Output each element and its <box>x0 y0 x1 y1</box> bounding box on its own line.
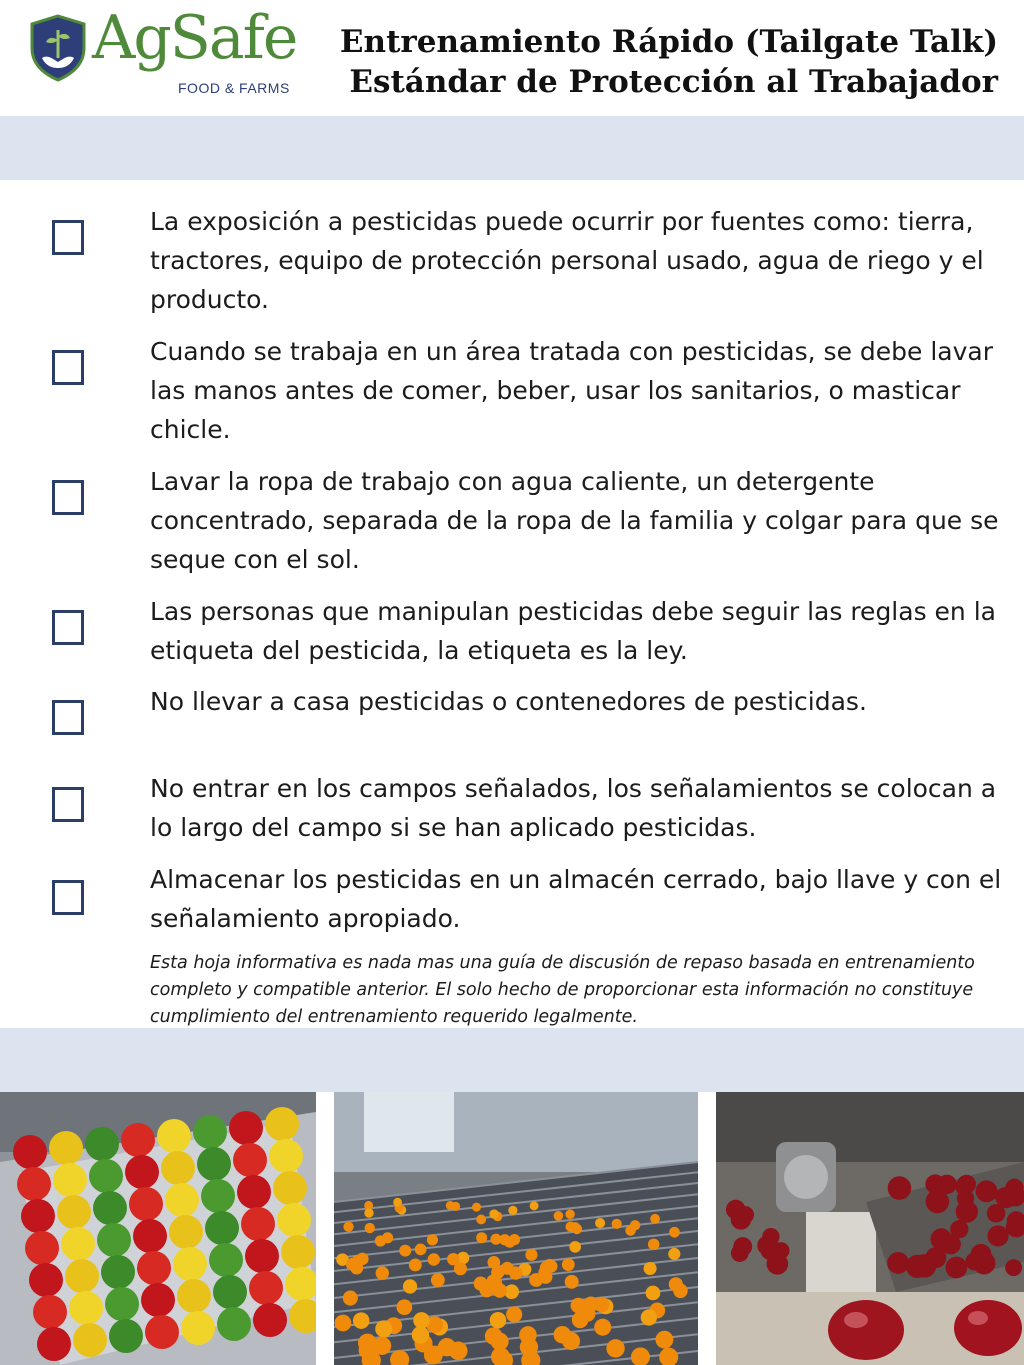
checklist-item-text: La exposición a pesticidas puede ocurrir por fuentes como: tierra, tractores, equipo de protección personal usado, agua de riego y el producto. <box>150 207 984 314</box>
checklist-item-text: Almacenar los pesticidas en un almacén cerrado, bajo llave y con el señalamiento apropiado. <box>150 865 1002 933</box>
top-band <box>0 116 1024 180</box>
header <box>0 0 1024 116</box>
photo-strip <box>0 1092 1024 1365</box>
agsafe-logo <box>24 3 297 110</box>
checklist-item-text: No entrar en los campos señalados, los señalamientos se colocan a lo largo del campo si se han aplicado pesticidas. <box>150 774 997 842</box>
checkbox[interactable] <box>52 700 84 735</box>
checkbox[interactable] <box>52 880 84 915</box>
checkbox[interactable] <box>52 480 84 515</box>
shield-icon <box>28 14 88 82</box>
checklist-item-text: Lavar la ropa de trabajo con agua caliente, un detergente concentrado, separada de la ropa de la familia y colgar para que se seque con el sol. <box>150 467 999 574</box>
logo-wordmark: AgSafe <box>92 3 297 73</box>
checklist-item-text: Cuando se trabaja en un área tratada con pesticidas, se debe lavar las manos antes de comer, beber, usar los sanitarios, o masticar chicle. <box>150 337 994 444</box>
checklist-item-text: No llevar a casa pesticidas o contenedores de pesticidas. <box>150 687 867 716</box>
checkbox[interactable] <box>52 610 84 645</box>
bottom-band <box>0 1028 1024 1092</box>
title-line-2: Estándar de Protección al Trabajador <box>349 64 998 100</box>
peppers-photo <box>0 1092 316 1365</box>
checkbox[interactable] <box>52 350 84 385</box>
checkbox[interactable] <box>52 787 84 822</box>
checkbox[interactable] <box>52 220 84 255</box>
apples-photo <box>716 1092 1024 1365</box>
logo-tagline: FOOD & FARMS <box>178 80 290 96</box>
checklist-item-text: Las personas que manipulan pesticidas debe seguir las reglas en la etiqueta del pesticida, la etiqueta es la ley. <box>150 597 996 665</box>
page-title <box>340 22 998 102</box>
title-line-1: Entrenamiento Rápido (Tailgate Talk) <box>339 24 998 60</box>
disclaimer: Esta hoja informativa es nada mas una guía de discusión de repaso basada en entrenamiento completo y compatible anterior. El solo hecho de proporcionar esta información no constituye cumplimiento del entrenamiento requerido legalmente. <box>150 953 975 1027</box>
oranges-photo <box>334 1092 698 1365</box>
